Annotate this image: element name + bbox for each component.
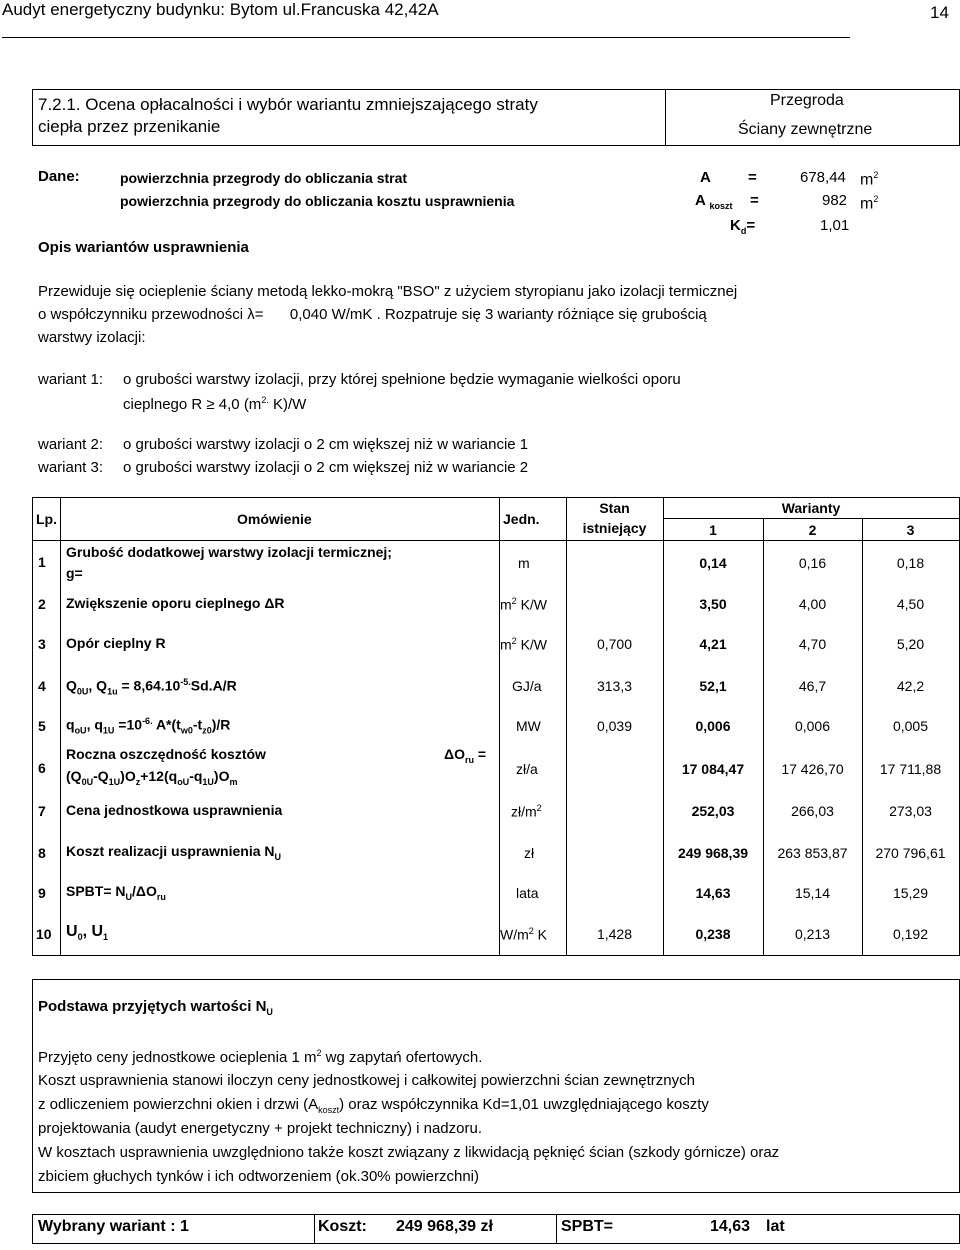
- header-wariant-2: 2: [808, 522, 817, 538]
- page-number: 14: [930, 3, 949, 22]
- dane-row2-text: powierzchnia przegrody do obliczania kosztu usprawnienia: [120, 193, 515, 209]
- spbt-label: SPBT=: [561, 1218, 614, 1235]
- row7-v2: 266,03: [791, 803, 834, 819]
- row5-lp: 5: [38, 718, 46, 734]
- section-title-line2: ciepła przez przenikanie: [38, 117, 221, 136]
- header-lp: Lp.: [36, 511, 57, 527]
- variant1-text2: cieplnego R ≥ 4,0 ($m^{2.}$ K)/W: [123, 395, 307, 413]
- row6-v3: 17 711,88: [879, 761, 942, 777]
- row10-stan: 1,428: [596, 926, 633, 942]
- row10-desc: $U_0$, $U_1$: [66, 923, 109, 943]
- row4-v1: 52,1: [699, 678, 727, 694]
- dane-row2-symbol: A $_{koszt}$: [695, 192, 733, 211]
- row2-v3: 4,50: [896, 596, 925, 612]
- row9-desc: SPBT= $N_U/\Delta O_{ru}$: [66, 883, 166, 902]
- variant1-label: wariant 1:: [38, 371, 104, 388]
- row9-unit: lata: [516, 885, 539, 901]
- row9-lp: 9: [38, 885, 46, 901]
- row7-v3: 273,03: [889, 803, 932, 819]
- document-header-title: Audyt energetyczny budynku: Bytom ul.Francuska 42,42A: [2, 0, 439, 19]
- header-divider: [2, 37, 850, 38]
- row6-v2: 17 426,70: [781, 761, 844, 777]
- row6-formula: $(Q_{0U}-Q_{1U})O_z+12(q_{oU}-q_{1U})O_m$: [66, 768, 238, 787]
- row9-v1: 14,63: [695, 885, 731, 901]
- header-wariant-3: 3: [906, 522, 915, 538]
- row9-v2: 15,14: [794, 885, 831, 901]
- row10-v3: 0,192: [892, 926, 929, 942]
- row1-unit: m: [518, 555, 530, 571]
- row7-lp: 7: [38, 803, 46, 819]
- selected-variant: Wybrany wariant : 1: [38, 1218, 189, 1235]
- row1-desc2: g=: [66, 565, 83, 581]
- dane-row2-value: 982: [822, 192, 848, 209]
- dane-row1-symbol: A: [700, 169, 711, 186]
- row6-desc: Roczna oszczędność kosztów: [66, 746, 266, 762]
- row7-unit: $zł/m^2$: [511, 803, 542, 820]
- row5-unit: MW: [516, 718, 541, 734]
- row8-v2: 263 853,87: [777, 845, 848, 861]
- row8-v1: 249 968,39: [677, 845, 749, 861]
- dane-label: Dane:: [38, 168, 80, 185]
- row3-v2: 4,70: [798, 636, 827, 652]
- row6-unit: zł/a: [516, 761, 538, 777]
- podstawa-p5: W kosztach usprawnienia uwzględniono także koszt związany z likwidacją pęknięć ścian (szkody górnicze) oraz: [38, 1144, 780, 1161]
- row4-v3: 42,2: [896, 678, 925, 694]
- section-title-line1: 7.2.1. Ocena opłacalności i wybór wariantu zmniejszającego straty: [38, 95, 538, 114]
- description-line2: o współczynniku przewodności λ= 0,040 W/mK . Rozpatruje się 3 warianty różniące się grubością: [38, 306, 707, 323]
- podstawa-p1: Przyjęto ceny jednostkowe ocieplenia 1 $m^2$ wg zapytań ofertowych.: [38, 1048, 483, 1066]
- row2-lp: 2: [38, 596, 46, 612]
- row8-v3: 270 796,61: [875, 845, 946, 861]
- row1-v2: 0,16: [798, 555, 827, 571]
- row10-unit: $W/m^2$ K: [500, 926, 548, 943]
- row2-v2: 4,00: [798, 596, 827, 612]
- dane-row1-unit: $m^2$: [860, 170, 879, 189]
- dane-row1-eq: =: [748, 169, 757, 186]
- row5-v1: 0,006: [695, 718, 731, 734]
- row2-unit: $m^2$ K/W: [500, 596, 548, 613]
- row8-unit: zł: [524, 845, 535, 861]
- row5-desc: $q_{oU}$, $q_{1U} =10^{-6.}$ $A*(t_{w0}-t_{z0})/R$: [66, 716, 231, 736]
- description-line1: Przewiduje się ocieplenie ściany metodą lekko-mokrą "BSO" z użyciem styropianu jako izolacji termicznej: [38, 283, 738, 300]
- row3-v3: 5,20: [896, 636, 925, 652]
- row6-delta-symbol: $\Delta O_{ru}$ =: [444, 746, 487, 765]
- podstawa-p4: projektowania (audyt energetyczny + projekt techniczny) i nadzoru.: [38, 1120, 482, 1137]
- row6-v1: 17 084,47: [681, 761, 745, 777]
- dane-row2-eq: =: [750, 192, 759, 209]
- przegroda-label: Przegroda: [770, 92, 844, 109]
- spbt-value: 14,63: [710, 1218, 751, 1235]
- variant1-text: o grubości warstwy izolacji, przy której spełnione będzie wymaganie wielkości oporu: [123, 371, 681, 388]
- row4-lp: 4: [38, 678, 46, 694]
- podstawa-title: Podstawa przyjętych wartości $N_U$: [38, 998, 273, 1017]
- koszt-label: Koszt:: [318, 1218, 367, 1235]
- row9-v3: 15,29: [892, 885, 929, 901]
- header-wariant-1: 1: [709, 522, 717, 538]
- row2-v1: 3,50: [699, 596, 727, 612]
- podstawa-p3: z odliczeniem powierzchni okien i drzwi $(A_{koszt})$ oraz współczynnika Kd=1,01 uwzględniającego koszty: [38, 1096, 709, 1115]
- row1-lp: 1: [38, 554, 46, 570]
- row4-v2: 46,7: [798, 678, 827, 694]
- row10-lp: 10: [36, 926, 52, 942]
- row1-v3: 0,18: [896, 555, 925, 571]
- przegroda-value: Ściany zewnętrzne: [738, 121, 873, 138]
- section-title-divider: [665, 89, 666, 146]
- row1-desc: Grubość dodatkowej warstwy izolacji termicznej;: [66, 544, 392, 560]
- dane-row3-value: 1,01: [820, 217, 850, 234]
- variant3-text: o grubości warstwy izolacji o 2 cm większej niż w wariancie 2: [123, 459, 529, 476]
- koszt-value: 249 968,39 zł: [396, 1218, 493, 1235]
- dane-row3-symbol: $K_d=$: [730, 217, 756, 236]
- dane-row1-value: 678,44: [800, 169, 846, 186]
- row7-desc: Cena jednostkowa usprawnienia: [66, 802, 283, 818]
- description-line3: warstwy izolacji:: [38, 329, 146, 346]
- row5-v3: 0,005: [892, 718, 929, 734]
- row4-stan: 313,3: [596, 678, 633, 694]
- row10-v1: 0,238: [695, 926, 731, 942]
- dane-row1-text: powierzchnia przegrody do obliczania strat: [120, 170, 408, 186]
- row3-stan: 0,700: [596, 636, 633, 652]
- row5-v2: 0,006: [794, 718, 831, 734]
- variant2-label: wariant 2:: [38, 436, 104, 453]
- header-omowienie: Omówienie: [237, 511, 312, 527]
- opis-wariantow-label: Opis wariantów usprawnienia: [38, 239, 249, 256]
- row2-desc: Zwiększenie oporu cieplnego ΔR: [66, 595, 285, 611]
- row10-v2: 0,213: [794, 926, 831, 942]
- header-istniejacy: istniejący: [582, 520, 647, 536]
- row8-desc: Koszt realizacji usprawnienia $N_U$: [66, 843, 282, 862]
- row3-unit: $m^2$ K/W: [500, 636, 548, 653]
- row3-v1: 4,21: [699, 636, 727, 652]
- header-jedn: Jedn.: [503, 511, 540, 527]
- header-warianty: Warianty: [781, 500, 841, 516]
- podstawa-p2: Koszt usprawnienia stanowi iloczyn ceny jednostkowej i całkowitej powierzchni ścian zewnętrznych: [38, 1072, 695, 1089]
- variant2-text: o grubości warstwy izolacji o 2 cm większej niż w wariancie 1: [123, 436, 529, 453]
- row6-lp: 6: [38, 760, 46, 776]
- dane-row2-unit: $m^2$: [860, 194, 879, 213]
- row4-desc: $Q_{0U}$, $Q_{1u} = 8,64.10^{-5.}Sd.A/R$: [66, 677, 237, 697]
- row5-stan: 0,039: [596, 718, 633, 734]
- row3-lp: 3: [38, 636, 46, 652]
- podstawa-p6: zbiciem głuchych tynków i ich odtworzeniem (ok.30% powierzchni): [38, 1168, 480, 1185]
- row7-v1: 252,03: [691, 803, 735, 819]
- spbt-unit: lat: [766, 1218, 785, 1235]
- header-stan: Stan: [599, 500, 630, 516]
- variant3-label: wariant 3:: [38, 459, 104, 476]
- row4-unit: GJ/a: [512, 678, 542, 694]
- row1-v1: 0,14: [699, 555, 727, 571]
- row3-desc: Opór cieplny R: [66, 635, 166, 651]
- row8-lp: 8: [38, 845, 46, 861]
